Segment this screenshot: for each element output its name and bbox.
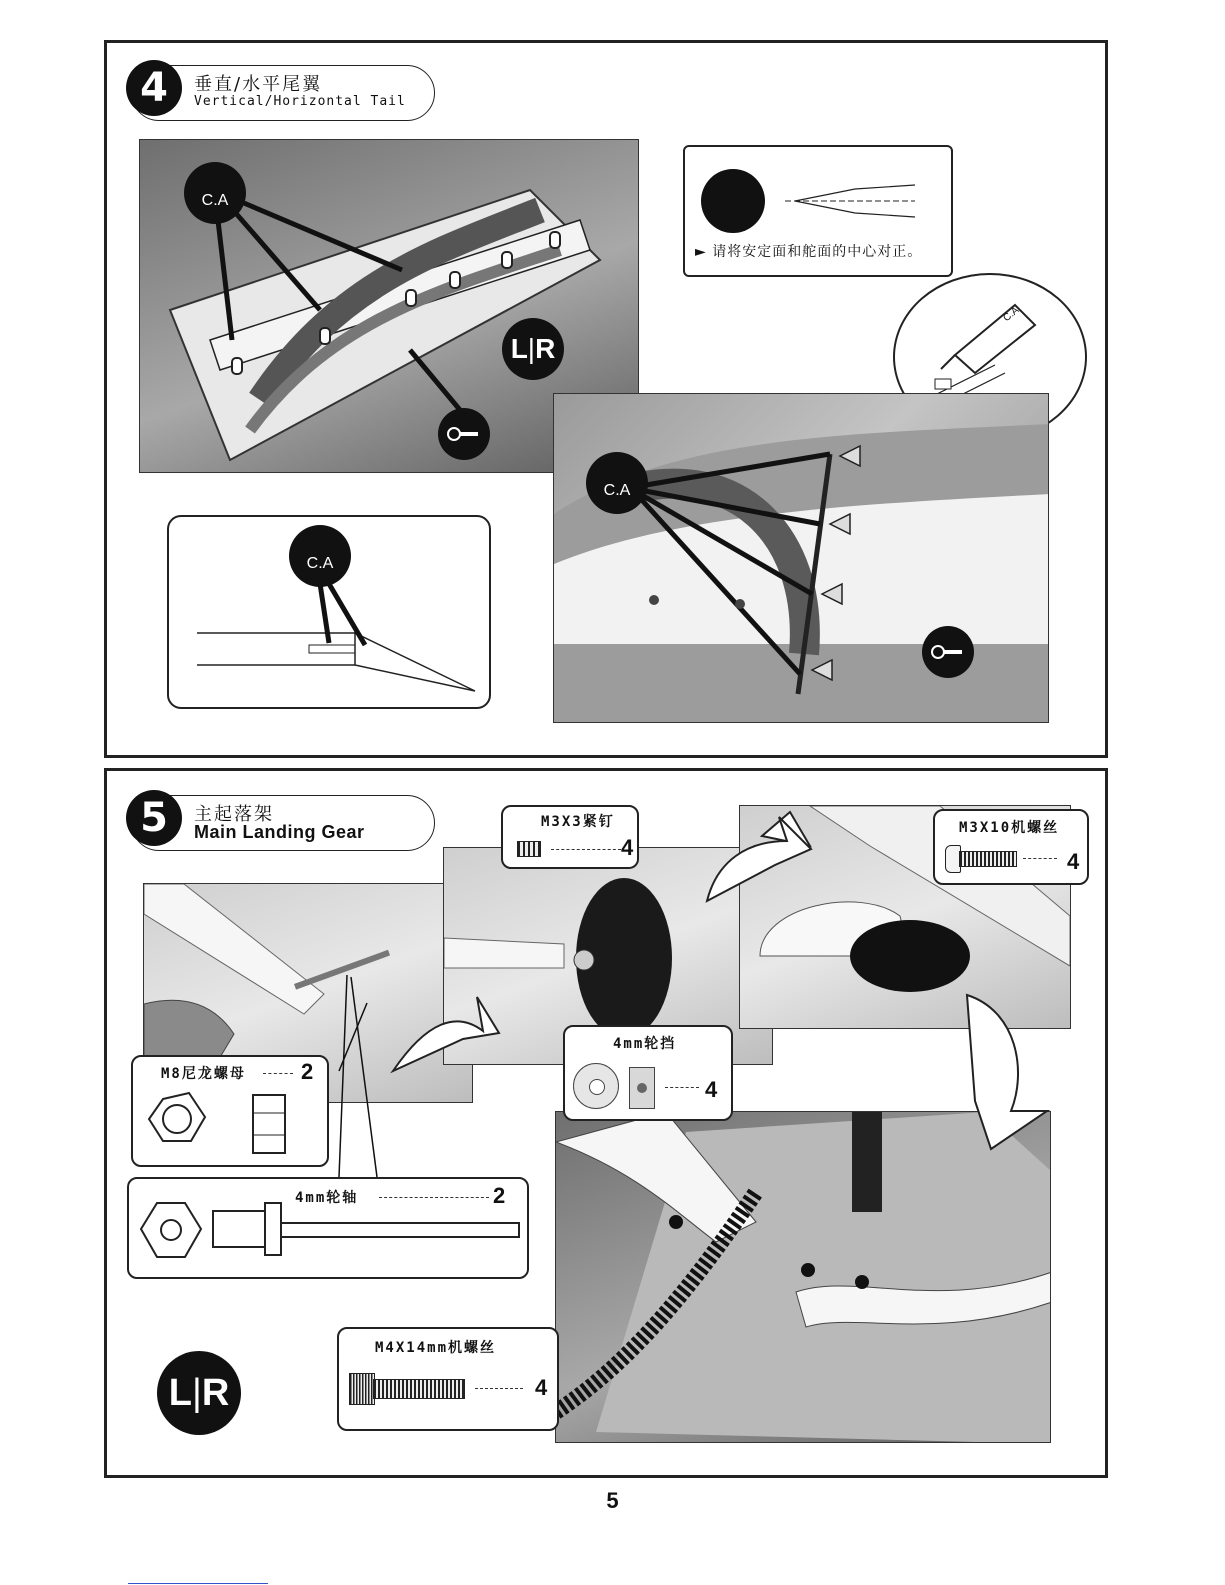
part-label: M3X3紧钉 xyxy=(541,814,615,830)
part-qty: 2 xyxy=(493,1183,506,1208)
page-number: 5 xyxy=(606,1488,619,1513)
step-number: 5 xyxy=(126,790,182,846)
part-qty: 4 xyxy=(1067,849,1080,874)
part-label: M8尼龙螺母 xyxy=(161,1066,246,1082)
pointing-hand-icon xyxy=(701,169,765,233)
part-qty: 4 xyxy=(621,835,634,860)
screw-thread-icon xyxy=(959,851,1017,867)
hinge-rotate-icon xyxy=(922,626,974,678)
part-m3x10-machine-screw xyxy=(933,809,1089,885)
alignment-note-box xyxy=(683,145,953,277)
bottle-label: C.A xyxy=(1001,304,1022,325)
ca-label: C.A xyxy=(201,192,229,209)
nut-icon xyxy=(133,1057,331,1169)
part-label: 4mm轮轴 xyxy=(295,1190,359,1206)
step-title-en: Vertical/Horizontal Tail xyxy=(194,94,406,109)
hinge-section-diagram xyxy=(167,515,491,709)
lr-l: L xyxy=(168,1371,192,1414)
axle-icon xyxy=(129,1179,531,1281)
part-label: M4X14mm机螺丝 xyxy=(375,1340,497,1356)
step-number: 4 xyxy=(126,60,182,116)
step-title-cn: 垂直/水平尾翼 xyxy=(194,74,323,95)
step-5-panel xyxy=(104,768,1108,1478)
hinge-rotate-icon xyxy=(438,408,490,460)
step-title-cn: 主起落架 xyxy=(194,804,274,825)
center-line-diagram xyxy=(785,183,925,223)
part-label: M3X10机螺丝 xyxy=(959,820,1060,836)
screw-head-icon xyxy=(349,1373,375,1405)
part-4mm-wheel-collar xyxy=(563,1025,733,1121)
part-qty: 2 xyxy=(301,1059,314,1084)
vertical-tail-photo xyxy=(553,393,1049,723)
part-m4x14-machine-screw xyxy=(337,1327,559,1431)
part-label: 4mm轮挡 xyxy=(613,1036,677,1052)
lr-r: R xyxy=(535,333,556,364)
part-4mm-axle xyxy=(127,1177,529,1279)
ca-label: C.A xyxy=(603,482,631,499)
ca-glue-icon xyxy=(586,452,648,514)
alignment-note-text: ► 请将安定面和舵面的中心对正。 xyxy=(695,244,923,260)
lr-l: L xyxy=(510,333,528,364)
left-right-icon: L | R xyxy=(157,1351,241,1435)
footer-link-underline xyxy=(128,1583,268,1584)
step-4-title-badge xyxy=(131,65,435,121)
left-right-icon: L | R xyxy=(502,318,564,380)
screw-thread-icon xyxy=(373,1379,465,1399)
part-m3x3-set-screw xyxy=(501,805,639,869)
set-screw-icon xyxy=(517,841,541,857)
ca-label: C.A xyxy=(306,555,334,572)
vertical-tail-drawing xyxy=(554,394,1049,723)
collar-ring-icon xyxy=(573,1063,619,1109)
ca-glue-icon xyxy=(289,525,351,587)
collar-side-icon xyxy=(629,1067,655,1109)
part-qty: 4 xyxy=(705,1077,718,1102)
step-4-panel xyxy=(104,40,1108,758)
part-m8-nylon-nut xyxy=(131,1055,329,1167)
step-title-en: Main Landing Gear xyxy=(194,822,365,842)
part-qty: 4 xyxy=(535,1375,548,1400)
lr-r: R xyxy=(201,1371,230,1414)
ca-glue-icon xyxy=(184,162,246,224)
